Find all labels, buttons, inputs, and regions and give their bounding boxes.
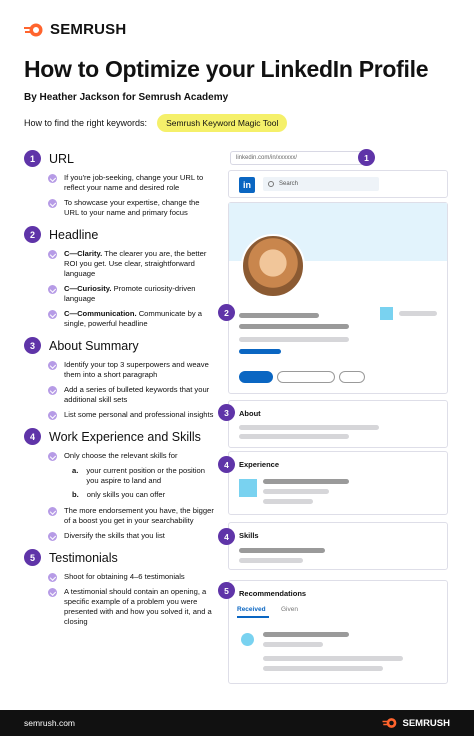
open-to-button[interactable] [239, 371, 273, 383]
about-card [228, 400, 448, 448]
dates-placeholder [263, 499, 313, 504]
keywords-row [24, 114, 287, 132]
list-item: Diversify the skills that you list [48, 531, 216, 541]
skill-placeholder [239, 558, 303, 563]
list-item: Add a series of bulleted keywords that your additional skill sets [48, 385, 216, 405]
footer-logo-text: SEMRUSH [402, 717, 450, 729]
recommender-avatar [241, 633, 254, 646]
semrush-logo [24, 21, 126, 38]
footer-logo [382, 717, 450, 729]
section-work-experience [24, 428, 216, 541]
marker-about: 3 [218, 404, 235, 421]
about-title: About [239, 409, 261, 418]
list-item: A testimonial should contain an opening, a specific example of a problem you were presented with and how you solved it, and a closing [48, 587, 216, 627]
text-placeholder [239, 425, 379, 430]
experience-title: Experience [239, 460, 280, 469]
list-item: To showcase your expertise, change the URL to your name and primary focus [48, 198, 216, 218]
check-icon [48, 588, 57, 597]
connections-placeholder [239, 349, 281, 354]
footer [0, 710, 474, 736]
section-number: 2 [24, 226, 41, 243]
search-input[interactable] [263, 177, 379, 191]
marker-url: 1 [358, 149, 375, 166]
job-title-placeholder [263, 479, 349, 484]
check-icon [48, 532, 57, 541]
add-section-button[interactable] [277, 371, 335, 383]
search-icon [268, 181, 274, 187]
list-item: C—Curiosity. Promote curiosity-driven language [48, 284, 216, 304]
company-placeholder [263, 489, 329, 494]
check-icon [48, 174, 57, 183]
sub-item: b. only skills you can offer [72, 490, 166, 499]
marker-headline: 2 [218, 304, 235, 321]
list-item: Shoot for obtaining 4–6 testimonials [48, 572, 216, 582]
linkedin-logo-icon[interactable]: in [239, 177, 255, 193]
list-item: The more endorsement you have, the bigger of a boost you get in your searchability [48, 506, 216, 526]
check-icon [48, 507, 57, 516]
check-icon [48, 573, 57, 582]
section-number: 1 [24, 150, 41, 167]
recommendations-card [228, 580, 448, 684]
check-icon [48, 411, 57, 420]
marker-recommendations: 5 [218, 582, 235, 599]
check-icon [48, 452, 57, 461]
section-title: Work Experience and Skills [49, 429, 201, 444]
location-placeholder [239, 337, 349, 342]
avatar [241, 234, 305, 298]
list-item: C—Clarity. The clearer you are, the better ROI you get. Use clear, straightforward language [48, 249, 216, 279]
text-placeholder [263, 666, 383, 671]
text-placeholder [263, 656, 403, 661]
semrush-flame-icon [382, 717, 398, 729]
skill-placeholder [239, 548, 325, 553]
experience-card [228, 451, 448, 515]
more-button[interactable] [339, 371, 365, 383]
company-logo-placeholder [239, 479, 257, 497]
section-number: 3 [24, 337, 41, 354]
headline-placeholder [239, 324, 349, 329]
check-icon [48, 199, 57, 208]
skills-card [228, 522, 448, 570]
recommender-role-placeholder [263, 642, 323, 647]
check-icon [48, 250, 57, 259]
page-title: How to Optimize your LinkedIn Profile [24, 56, 429, 82]
linkedin-nav-card [228, 170, 448, 198]
section-testimonials [24, 549, 216, 627]
list-item: List some personal and professional insights [48, 410, 216, 420]
footer-url[interactable]: semrush.com [24, 718, 76, 728]
section-title: Testimonials [49, 550, 118, 565]
marker-skills: 4 [218, 528, 235, 545]
keyword-tool-link[interactable]: Semrush Keyword Magic Tool [157, 114, 287, 132]
section-title: URL [49, 151, 75, 166]
list-item: Only choose the relevant skills for [48, 451, 216, 461]
list-item: Identify your top 3 superpowers and weave them into a short paragraph [48, 360, 216, 380]
tab-given[interactable]: Given [281, 606, 298, 613]
section-headline [24, 226, 216, 329]
recommender-name-placeholder [263, 632, 349, 637]
company-name-placeholder [399, 311, 437, 316]
section-title: Headline [49, 227, 99, 242]
byline: By Heather Jackson for Semrush Academy [24, 92, 229, 103]
marker-experience: 4 [218, 456, 235, 473]
section-number: 5 [24, 549, 41, 566]
company-logo-placeholder [380, 307, 393, 320]
section-title: About Summary [49, 338, 139, 353]
keywords-label: How to find the right keywords: [24, 118, 148, 128]
check-icon [48, 361, 57, 370]
text-placeholder [239, 434, 349, 439]
section-about-summary [24, 337, 216, 420]
check-icon [48, 386, 57, 395]
tips-column [24, 150, 216, 635]
check-icon [48, 285, 57, 294]
search-placeholder: Search [279, 181, 299, 187]
sub-item: a. your current position or the position you aspire to land and [72, 466, 205, 485]
url-bar[interactable]: linkedin.com/in/xxxxxx/ [230, 151, 370, 165]
check-icon [48, 310, 57, 319]
logo-text: SEMRUSH [50, 21, 127, 38]
tab-received[interactable]: Received [237, 606, 266, 613]
name-placeholder [239, 313, 319, 318]
active-tab-indicator [237, 616, 269, 618]
section-url [24, 150, 216, 218]
profile-card [228, 202, 448, 394]
skills-title: Skills [239, 531, 259, 540]
semrush-flame-icon [24, 22, 44, 38]
list-item: If you're job-seeking, change your URL to reflect your name and desired role [48, 173, 216, 193]
recommendations-title: Recommendations [239, 589, 307, 598]
section-number: 4 [24, 428, 41, 445]
list-item: C—Communication. Communicate by a single, powerful headline [48, 309, 216, 329]
